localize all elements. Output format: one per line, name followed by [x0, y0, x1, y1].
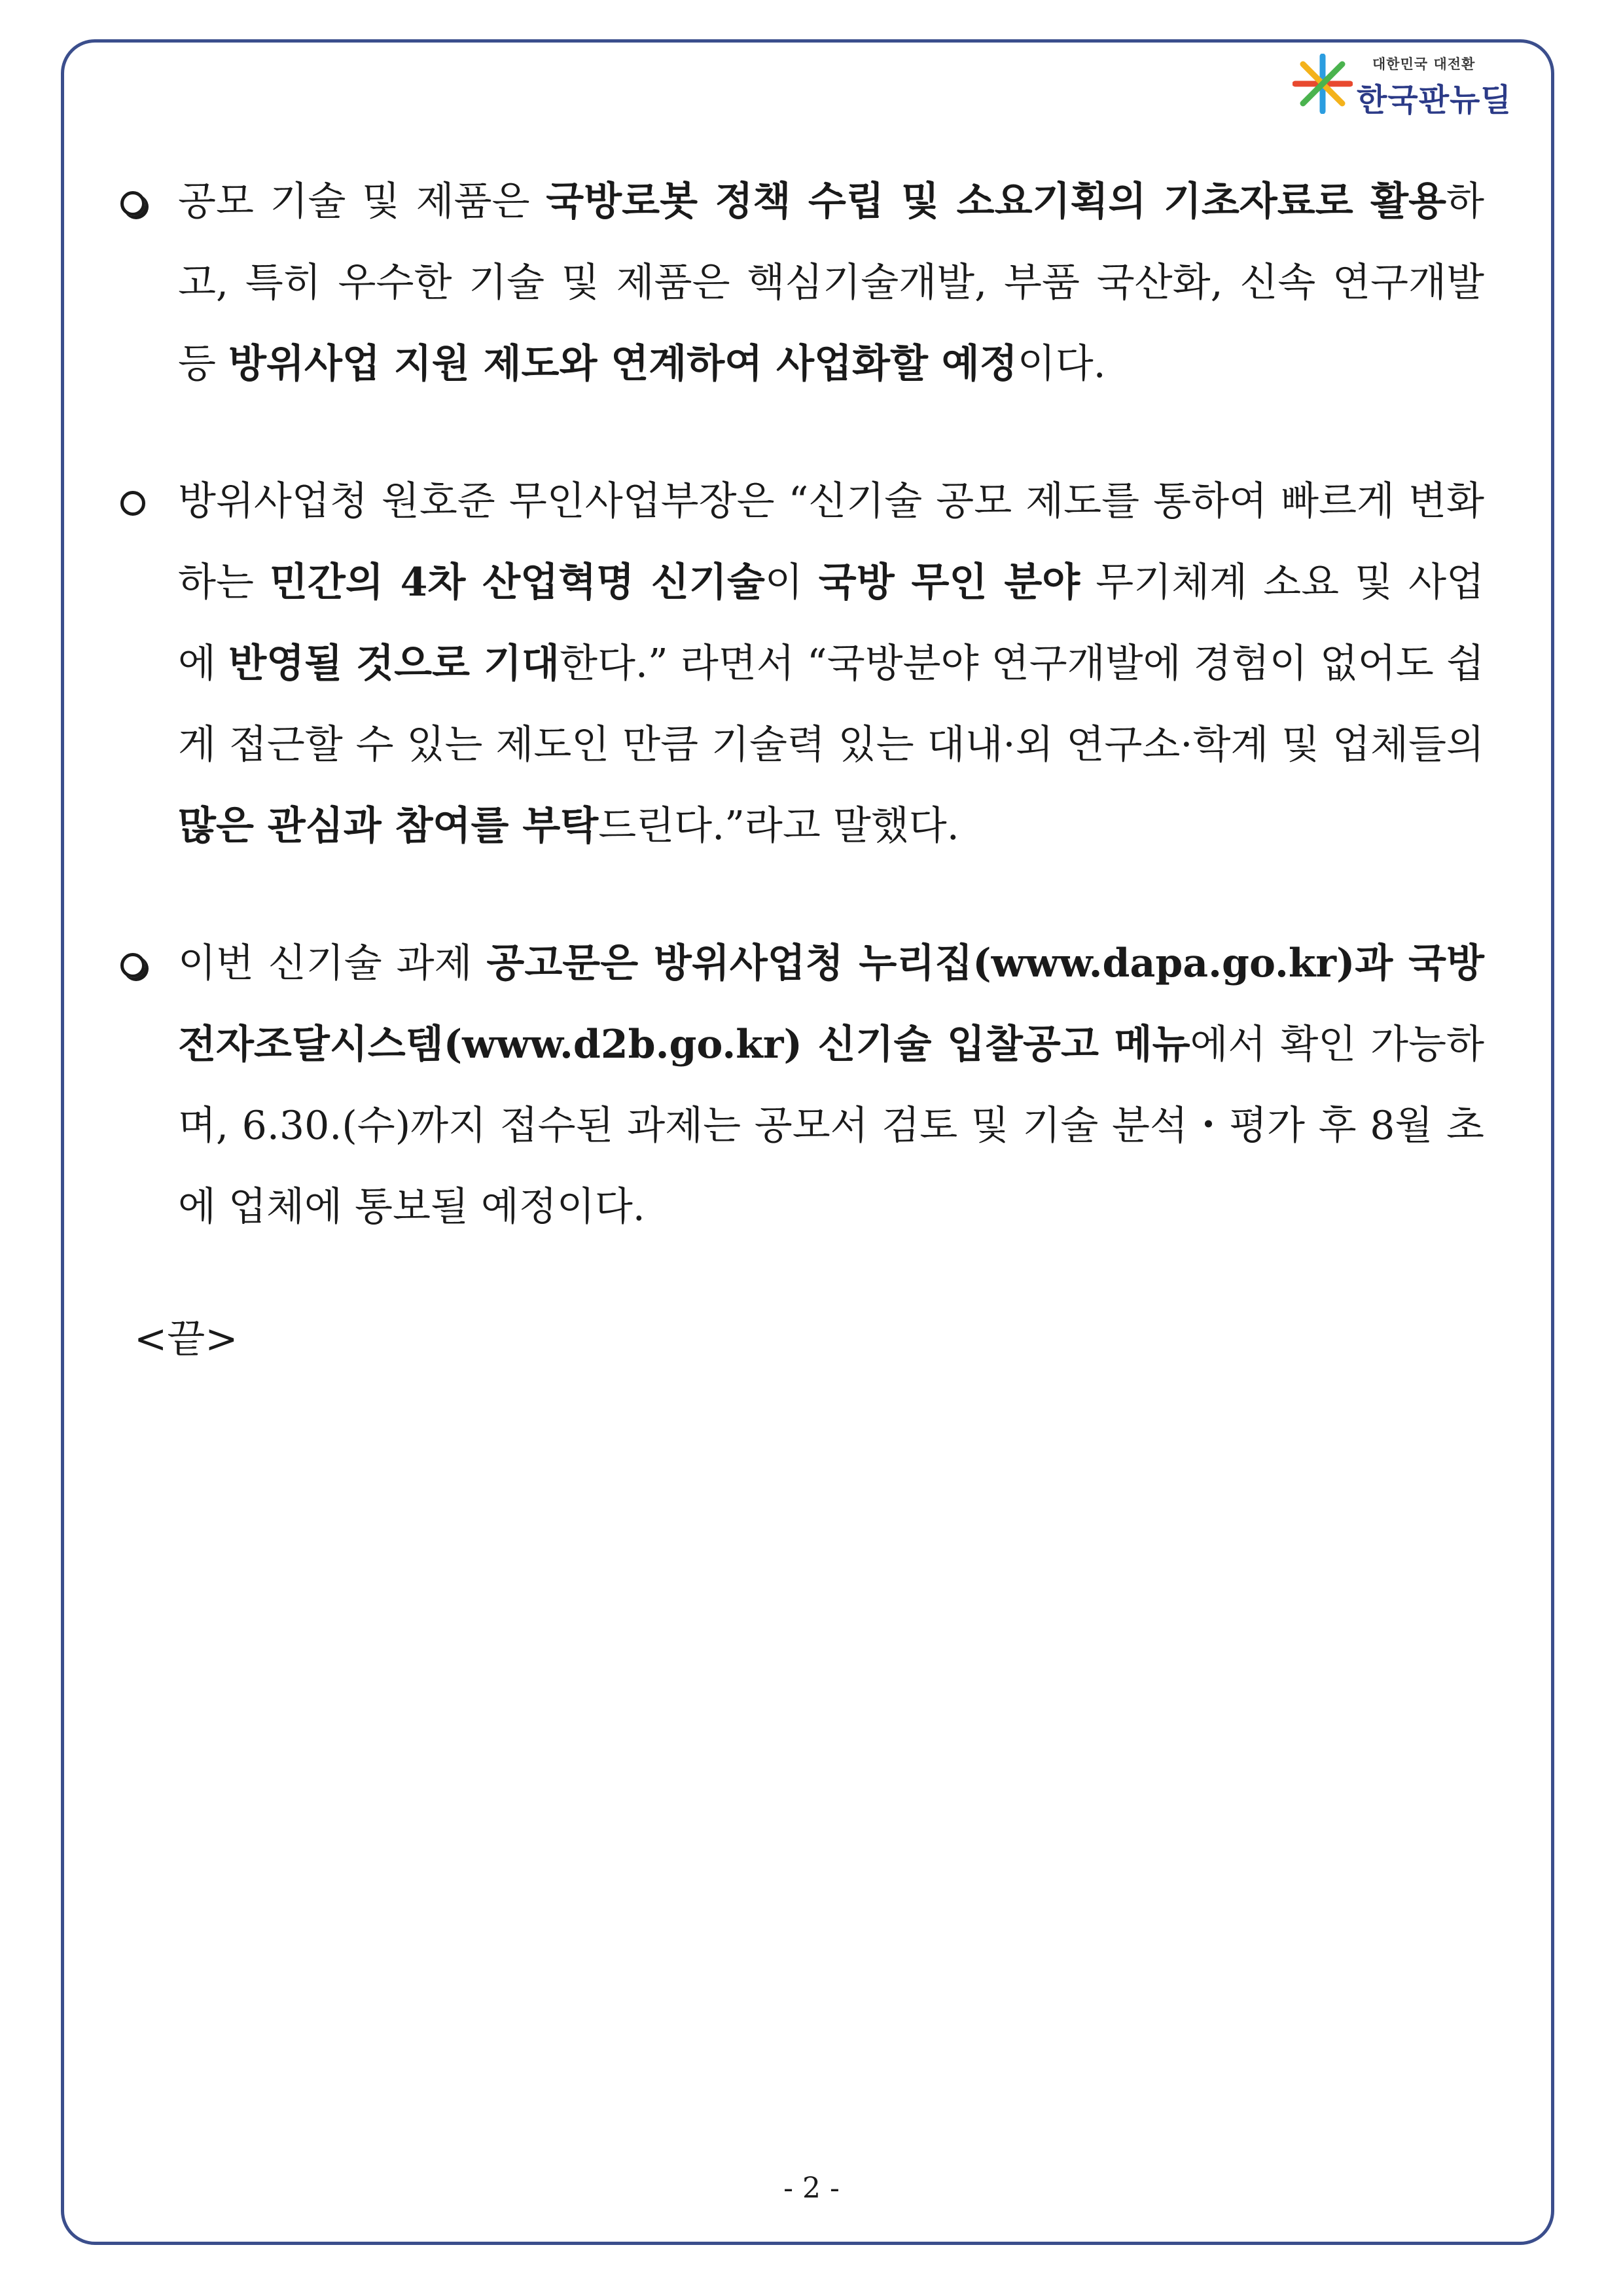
- paragraph-2-text-4: 한다.” 라면서 “국방분야 연구개발에 경험이 없어도 쉽게 접근할 수 있는 제도인 만큼 기술력 있는 대내·외 연구소·학계 및 업체들의: [178, 641, 1484, 768]
- paragraph-2-text-5: 드린다.”라고 말했다.: [598, 803, 959, 849]
- paragraph-3-bold-1: 공고문은 방위사업청 누리집(www.dapa.go.kr)과 국방전자조달시스템(www.d2b.go.kr) 신기술 입찰공고 메뉴: [178, 941, 1484, 1067]
- paragraph-2-text-2: 이: [764, 560, 819, 605]
- paragraph-1-text-2: 하고, 특히 우수한 기술 및 제품은 핵심기술개발, 부품 국산화, 신속 연구개발 등: [178, 179, 1485, 387]
- paragraph-2-bold-3: 반영될 것으로 기대: [228, 641, 560, 687]
- paragraph-1-text-3: 이다.: [1017, 341, 1106, 387]
- paragraph-1-bold-2: 방위사업 지원 제도와 연계하여 사업화할 예정: [228, 341, 1018, 387]
- paragraph-3: [116, 923, 1484, 1247]
- paragraph-1-bold-1: 국방로봇 정책 수립 및 소요기획의 기초자료로 활용: [546, 179, 1447, 224]
- circle-bullet-icon: [120, 491, 145, 516]
- paragraph-2-text-3: 무기체계 소요 및 사업에: [178, 560, 1484, 687]
- new-deal-star-icon: [1293, 54, 1353, 114]
- shadowed-circle-bullet-icon: [120, 953, 145, 978]
- end-mark: <끝>: [134, 1316, 238, 1362]
- paragraph-2: [116, 461, 1484, 867]
- shadowed-circle-bullet-icon: [120, 191, 145, 216]
- paragraph-2-bold-1: 민간의 4차 산업혁명 신기술: [269, 560, 765, 605]
- logo-subtitle: 대한민국 대전환: [1372, 56, 1476, 72]
- logo-title: 한국판뉴딜: [1357, 82, 1512, 118]
- page-number: - 2 -: [783, 2172, 840, 2205]
- paragraph-2-text-1: 방위사업청 원호준 무인사업부장은 “신기술 공모 제도를 통하여 빠르게 변화하는: [178, 478, 1484, 605]
- paragraph-3-text-1: 이번 신기술 과제: [178, 941, 487, 986]
- paragraph-1-text-1: 공모 기술 및 제품은: [178, 179, 546, 224]
- paragraph-2-bold-4: 많은 관심과 참여를 부탁: [178, 803, 599, 849]
- korean-new-deal-logo: [1293, 51, 1512, 123]
- paragraph-2-bold-2: 국방 무인 분야: [818, 560, 1080, 605]
- paragraph-3-text-2: 에서 확인 가능하며, 6.30.(수)까지 접수된 과제는 공모서 검토 및 기술 분석・평가 후 8월 초에 업체에 통보될 예정이다.: [178, 1022, 1484, 1230]
- document-body: [116, 161, 1484, 1304]
- paragraph-1: [116, 161, 1484, 404]
